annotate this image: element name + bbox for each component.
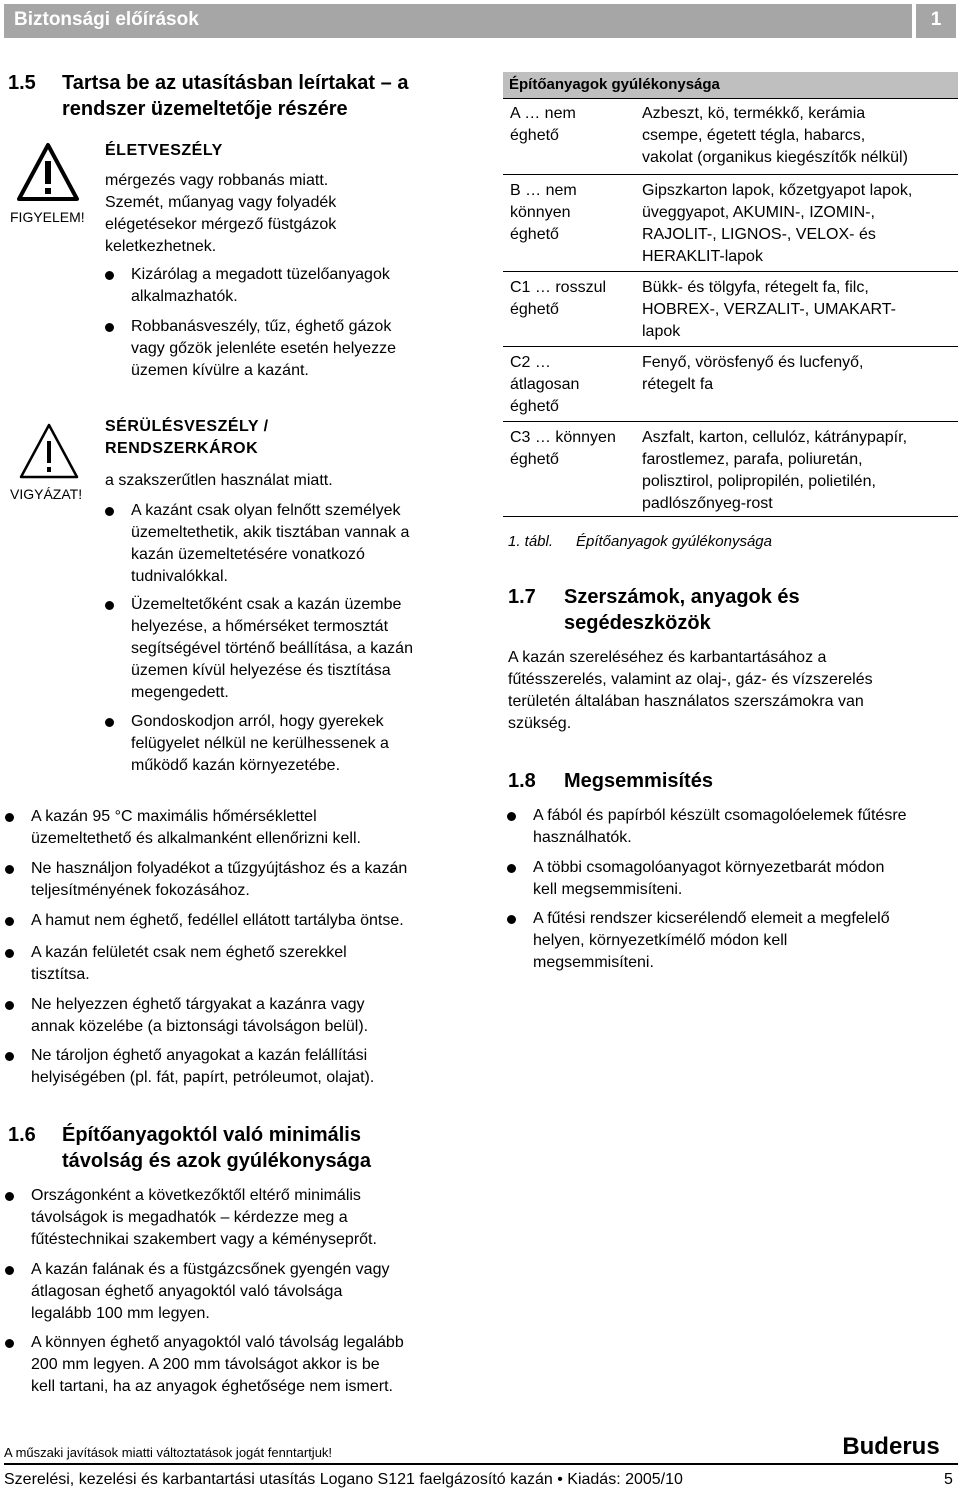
text-line: Gondoskodjon arról, hogy gyerekek — [131, 713, 384, 730]
text-line: padlószőnyeg-rost — [642, 495, 773, 512]
warning-triangle-icon — [16, 142, 80, 202]
text-line: átlagosan — [510, 376, 580, 393]
table-cell-class — [510, 103, 634, 147]
table-cell-materials — [642, 277, 958, 343]
text-line: annak közelébe (a biztonsági távolságon belül). — [31, 1018, 369, 1035]
buderus-logo — [824, 1432, 958, 1460]
header-bar — [4, 4, 912, 38]
text-line: A hamut nem éghető, fedéllel ellátott tartályba öntse. — [31, 912, 404, 929]
text-line: kell megsemmisíteni. — [533, 881, 683, 898]
section-1-7-heading — [508, 584, 948, 638]
text-line: helyezése, a hőmérséket termosztát — [131, 618, 389, 635]
table-cell-class — [510, 352, 634, 418]
warning-heading-line1: SÉRÜLÉSVESZÉLY / — [105, 418, 269, 435]
section-paragraph — [508, 647, 958, 735]
text-line: C2 … — [510, 354, 551, 371]
text-line: elégetésekor mérgező füstgázok — [105, 216, 337, 233]
text-line: tudnivalókkal. — [131, 568, 228, 585]
warning-label-vigyazat: VIGYÁZAT! — [10, 486, 83, 502]
text-line: könnyen — [510, 204, 571, 221]
list-item — [31, 942, 347, 986]
text-line: farostlemez, parafa, poliuretán, — [642, 451, 863, 468]
table-row — [503, 174, 958, 271]
section-number: 1.7 — [508, 586, 536, 608]
table-cell-materials — [642, 180, 958, 268]
header-title: Biztonsági előírások — [14, 9, 199, 30]
text-line: RAJOLIT-, LIGNOS-, VELOX- és — [642, 226, 876, 243]
text-line: mérgezés vagy robbanás miatt. — [105, 172, 329, 189]
text-line: működő kazán környezetébe. — [131, 757, 341, 774]
text-line: Robbanásveszély, tűz, éghető gázok — [131, 318, 392, 335]
text-line: Országonként a következőktől eltérő minimális — [31, 1187, 361, 1204]
table-cell-materials — [642, 427, 958, 515]
footer-divider — [4, 1463, 958, 1465]
text-line: üzemen kívülre a kazánt. — [131, 362, 309, 379]
table-cell-class — [510, 277, 634, 321]
caution-triangle-icon — [18, 422, 80, 480]
warning-heading: ÉLETVESZÉLY — [105, 142, 223, 159]
text-line: megsemmisíteni. — [533, 954, 654, 971]
table-body — [503, 98, 958, 517]
text-line: 200 mm legyen. A 200 mm távolságot akkor is be — [31, 1356, 380, 1373]
text-line: üzemeltethetik, akik tisztában vannak a — [131, 524, 410, 541]
list-item — [533, 805, 907, 849]
list-item — [533, 857, 884, 901]
text-line: HERAKLIT-lapok — [642, 248, 763, 265]
table-cell-materials — [642, 103, 958, 169]
table-cell-class — [510, 427, 634, 471]
text-line: csempe, égetett tégla, habarcs, — [642, 127, 866, 144]
section-1-5-heading — [8, 70, 488, 124]
section-number: 1.8 — [508, 770, 536, 792]
list-item — [131, 711, 389, 777]
text-line: Ne helyezzen éghető tárgyakat a kazánra vagy — [31, 996, 365, 1013]
section-number: 1.5 — [8, 72, 36, 94]
table-cell-materials — [642, 352, 958, 396]
text-line: Fenyő, vörösfenyő és lucfenyő, — [642, 354, 864, 371]
text-line: A kazán szereléséhez és karbantartásához a — [508, 649, 827, 666]
text-line: polisztirol, polipropilén, polietilén, — [642, 473, 876, 490]
list-item — [533, 908, 890, 974]
text-line: megengedett. — [131, 684, 229, 701]
section-title-line2: távolság és azok gyúlékonysága — [62, 1150, 372, 1172]
table-caption-text: Építőanyagok gyúlékonysága — [576, 533, 772, 550]
footer-document-info: Szerelési, kezelési és karbantartási utasítás Logano S121 faelgázosító kazán • Kiadás: 2005/10 — [4, 1471, 683, 1488]
text-line: Ne tároljon éghető anyagokat a kazán felállítási — [31, 1047, 368, 1064]
text-line: felügyelet nélkül ne kerülhessenek a — [131, 735, 389, 752]
text-line: használhatók. — [533, 829, 632, 846]
list-item — [31, 1259, 389, 1325]
table-cell-class — [510, 180, 634, 246]
list-item — [31, 1045, 374, 1089]
list-item — [31, 994, 368, 1038]
list-item — [31, 806, 361, 850]
text-line: Ne használjon folyadékot a tűzgyújtáshoz és a kazán — [31, 860, 408, 877]
table-header: Építőanyagok gyúlékonysága — [503, 72, 958, 98]
text-line: vagy gőzök jelenléte esetén helyezze — [131, 340, 397, 357]
text-line: C3 … könnyen — [510, 429, 616, 446]
page-number: 5 — [944, 1471, 953, 1488]
text-line: fűtésszerelés, valamint az olaj-, gáz- és vízszerelés — [508, 671, 873, 688]
text-line: A könnyen éghető anyagoktól való távolság legalább — [31, 1334, 404, 1351]
text-line: éghető — [510, 451, 559, 468]
text-line: fűtéstechnikai szakembert vagy a kéményseprőt. — [31, 1231, 377, 1248]
text-line: Gipszkarton lapok, kőzetgyapot lapok, — [642, 182, 913, 199]
text-line: A kazán 95 °C maximális hőmérséklettel — [31, 808, 317, 825]
text-line: helyiségében (pl. fát, papírt, petróleumot, olajat). — [31, 1069, 375, 1086]
warning-heading-line2: RENDSZERKÁROK — [105, 440, 259, 457]
section-title-line1: Tartsa be az utasításban leírtakat – a — [62, 72, 409, 94]
warning-label-figyelem: FIGYELEM! — [10, 209, 85, 225]
text-line: alkalmazhatók. — [131, 288, 238, 305]
text-line: Aszfalt, karton, cellulóz, kátránypapír, — [642, 429, 908, 446]
text-line: Kizárólag a megadott tüzelőanyagok — [131, 266, 390, 283]
text-line: éghető — [510, 226, 559, 243]
footer-disclaimer: A műszaki javítások miatti változtatások jogát fenntartjuk! — [4, 1445, 333, 1460]
table-row — [503, 271, 958, 346]
text-line: Bükk- és tölgyfa, rétegelt fa, filc, — [642, 279, 869, 296]
section-1-8-heading — [508, 768, 948, 796]
text-line: távolságok is megadhatók – kérdezze meg a — [31, 1209, 348, 1226]
list-item — [31, 1332, 404, 1398]
list-item — [131, 264, 390, 308]
text-line: üveggyapot, AKUMIN-, IZOMIN-, — [642, 204, 875, 221]
text-line: Üzemeltetőként csak a kazán üzembe — [131, 596, 402, 613]
text-line: teljesítményének fokozásához. — [31, 882, 250, 899]
text-line: A fűtési rendszer kicserélendő elemeit a megfelelő — [533, 910, 890, 927]
text-line: vakolat (organikus kiegészítők nélkül) — [642, 149, 908, 166]
text-line: üzemeltethető és alkalmanként ellenőrizni kell. — [31, 830, 361, 847]
text-line: rétegelt fa — [642, 376, 714, 393]
list-item — [131, 594, 413, 704]
text-line: legalább 100 mm legyen. — [31, 1305, 210, 1322]
table-row — [503, 98, 958, 174]
section-title-line2: rendszer üzemeltetője részére — [62, 98, 348, 120]
text-line: C1 … rosszul — [510, 279, 607, 296]
table-caption-number: 1. tábl. — [508, 533, 554, 550]
text-line: A kazán falának és a füstgázcsőnek gyengén vagy — [31, 1261, 390, 1278]
text-line: szükség. — [508, 715, 572, 732]
text-line: Azbeszt, kö, termékkő, kerámia — [642, 105, 866, 122]
text-line: keletkezhetnek. — [105, 238, 217, 255]
text-line: segítségével történő beállítása, a kazán — [131, 640, 413, 657]
text-line: területén általában használatos szerszámokra van — [508, 693, 864, 710]
section-title-line1: Építőanyagoktól való minimális — [62, 1124, 361, 1146]
table-row — [503, 421, 958, 516]
section-title-line2: segédeszközök — [564, 612, 711, 634]
warning-text: a szakszerűtlen használat miatt. — [105, 472, 333, 489]
logo-text: Buderus — [842, 1433, 940, 1460]
text-line: éghető — [510, 301, 559, 318]
section-number: 1.6 — [8, 1124, 36, 1146]
table-row — [503, 346, 958, 421]
text-line: A kazán felületét csak nem éghető szerekkel — [31, 944, 347, 961]
text-line: kell tartani, ha az anyagok éghetősége nem ismert. — [31, 1378, 393, 1395]
text-line: B … nem — [510, 182, 577, 199]
section-1-6-heading — [8, 1122, 488, 1176]
list-item — [131, 316, 396, 382]
text-line: A kazánt csak olyan felnőtt személyek — [131, 502, 401, 519]
flammability-table — [503, 72, 958, 517]
text-line: éghető — [510, 127, 559, 144]
text-line: lapok — [642, 323, 681, 340]
text-line: átlagosan éghető anyagoktól való távolsága — [31, 1283, 343, 1300]
text-line: üzemen kívül helyezése és tisztítása — [131, 662, 391, 679]
text-line: Szemét, műanyag vagy folyadék — [105, 194, 337, 211]
text-line: A … nem — [510, 105, 576, 122]
section-title: Megsemmisítés — [564, 770, 713, 792]
text-line: A fából és papírból készült csomagolóelemek fűtésre — [533, 807, 907, 824]
text-line: A többi csomagolóanyagot környezetbarát módon — [533, 859, 885, 876]
warning-text — [105, 170, 485, 258]
text-line: HOBREX-, VERZALIT-, UMAKART- — [642, 301, 896, 318]
text-line: éghető — [510, 398, 559, 415]
text-line: tisztítsa. — [31, 966, 90, 983]
list-item — [31, 858, 407, 902]
list-item — [31, 910, 404, 932]
chapter-number: 1 — [916, 4, 956, 38]
text-line: kazán üzemeltetésére vonatkozó — [131, 546, 365, 563]
list-item — [31, 1185, 377, 1251]
section-title-line1: Szerszámok, anyagok és — [564, 586, 800, 608]
list-item — [131, 500, 409, 588]
text-line: helyen, környezetkímélő módon kell — [533, 932, 788, 949]
